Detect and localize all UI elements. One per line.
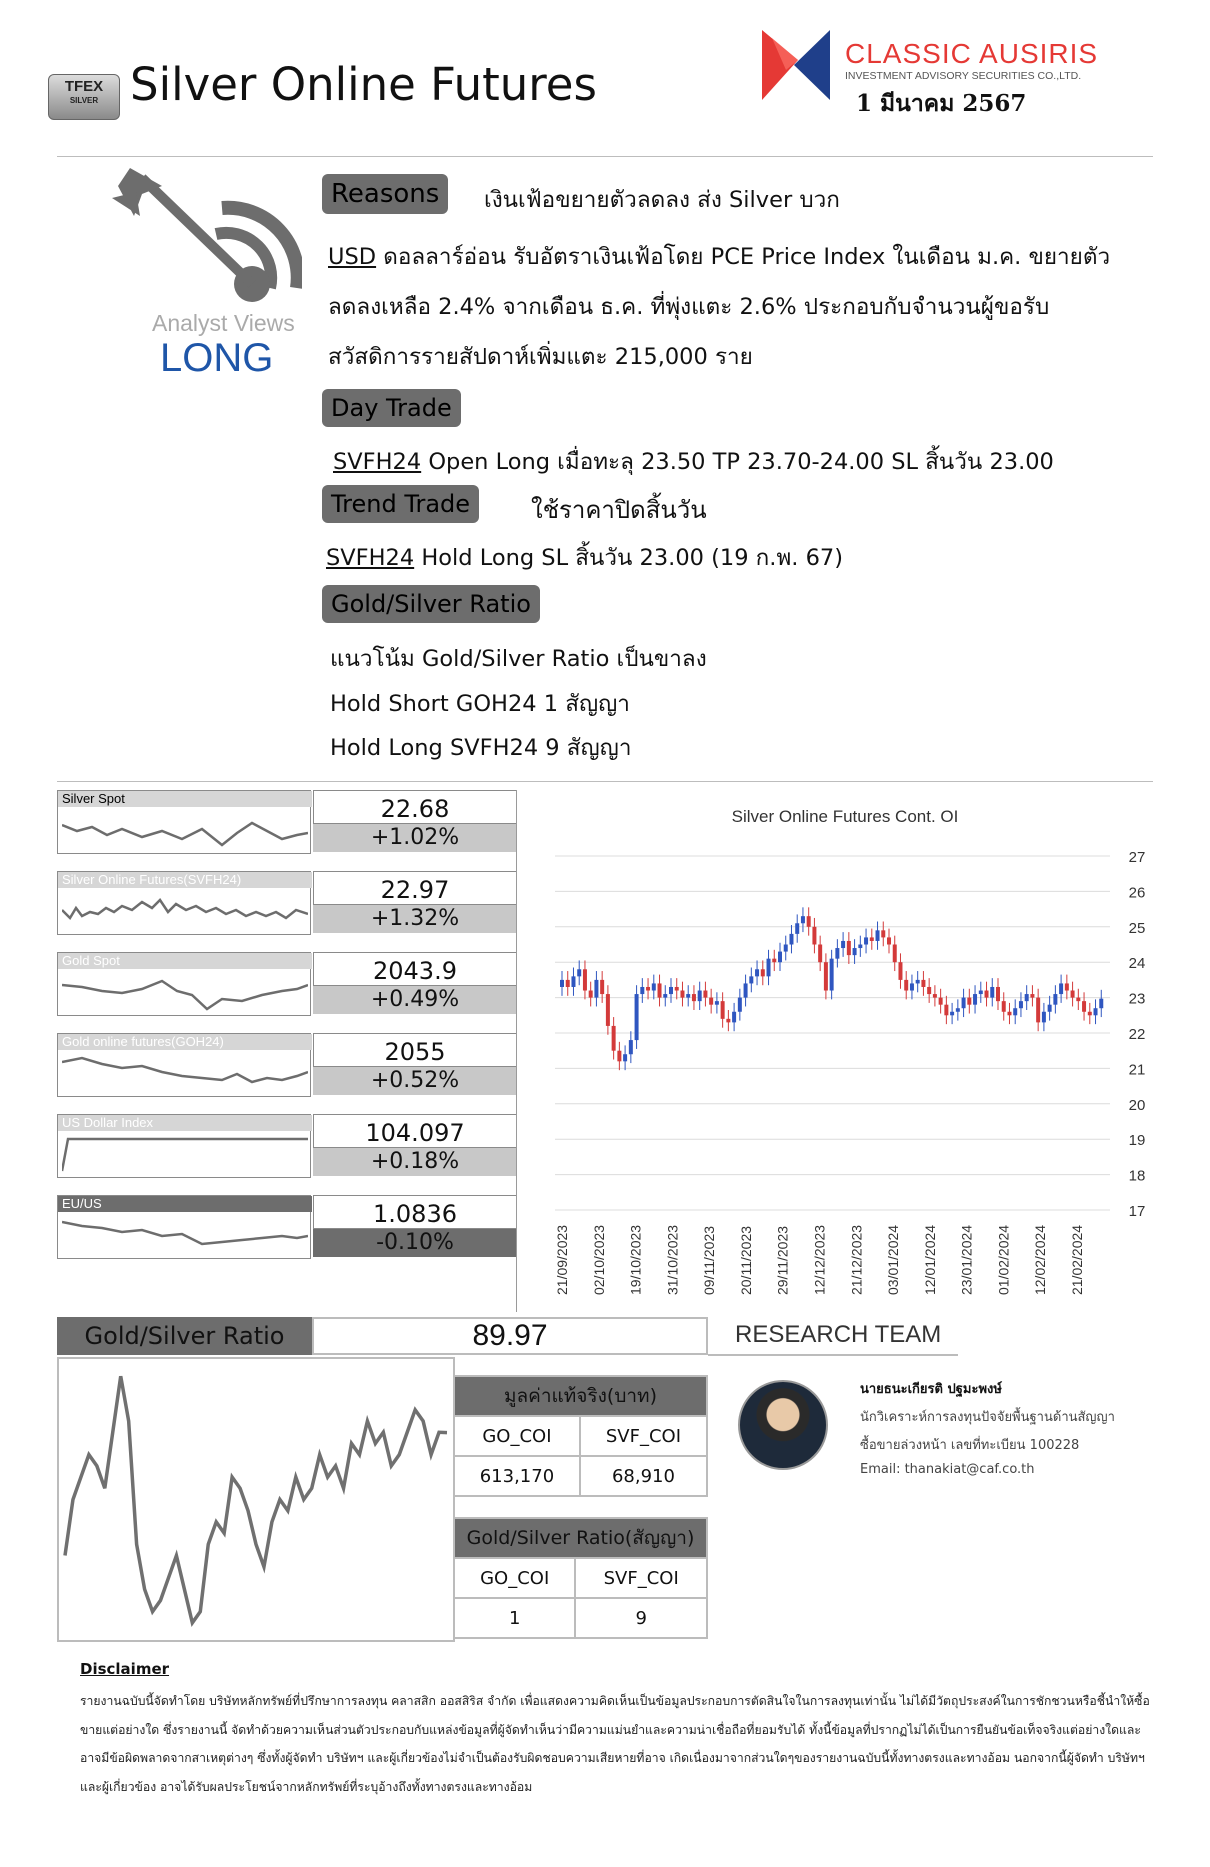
candle-body	[985, 991, 989, 998]
divider	[57, 781, 1153, 782]
candle-body	[577, 969, 581, 976]
gsr-sparkline	[57, 1357, 455, 1642]
candle-body	[749, 976, 753, 983]
value-svf: 68,910	[580, 1456, 707, 1496]
x-tick-label: 23/01/2024	[958, 1224, 975, 1295]
candle-body	[887, 937, 891, 944]
candle-body	[761, 969, 765, 976]
research-team-heading: RESEARCH TEAM	[735, 1321, 942, 1348]
y-tick-label: 18	[1128, 1167, 1146, 1185]
candle-body	[950, 1012, 954, 1016]
gsr-sparkline-chart	[59, 1359, 453, 1640]
candle-body	[1042, 1012, 1046, 1023]
analyst-name: นายธนะเกียรติ ปฐมะพงษ์	[860, 1382, 1002, 1397]
candle-body	[784, 945, 788, 952]
candle-body	[795, 923, 799, 934]
candle-body	[629, 1040, 633, 1054]
candle-body	[583, 969, 587, 990]
value-table-title: มูลค่าแท้จริง(บาท)	[454, 1376, 707, 1416]
candle-body	[1025, 994, 1029, 1001]
candle-body	[658, 983, 662, 997]
candle-body	[1036, 998, 1040, 1023]
x-tick-label: 02/10/2023	[590, 1224, 607, 1295]
candle-body	[600, 980, 604, 994]
candle-body	[990, 987, 994, 998]
candle-body	[881, 930, 885, 937]
gold-silver-ratio-tag: Gold/Silver Ratio	[322, 585, 540, 623]
reason-line-1	[328, 238, 1110, 274]
trend-trade-line	[326, 539, 843, 575]
quote-change: +1.02%	[313, 824, 517, 852]
quote-name: Silver Online Futures(SVFH24)	[58, 872, 312, 888]
analyst-view-value: LONG	[160, 336, 274, 380]
candle-body	[640, 987, 644, 994]
candle-body	[680, 991, 684, 998]
contract-col-go: GO_COI	[454, 1558, 575, 1598]
reason-line-3: สวัสดิการรายสัปดาห์เพิ่มแตะ 215,000 ราย	[328, 344, 753, 370]
candle-body	[967, 998, 971, 1005]
brand-subtitle: INVESTMENT ADVISORY SECURITIES CO.,LTD.	[845, 70, 1082, 82]
day-trade-symbol: SVFH24	[333, 449, 422, 475]
candle-body	[1048, 1005, 1052, 1012]
reasons-headline: เงินเฟ้อขยายตัวลดลง ส่ง Silver บวก	[484, 187, 840, 213]
candle-body	[973, 994, 977, 1005]
candle-body	[898, 962, 902, 980]
trend-trade-tag: Trend Trade	[322, 485, 479, 523]
x-tick-label: 03/01/2024	[885, 1224, 902, 1295]
quote-price: 104.097	[313, 1114, 517, 1148]
chart-title: Silver Online Futures Cont. OI	[731, 807, 959, 826]
classic-ausiris-logo-icon	[762, 30, 830, 100]
candle-body	[807, 916, 811, 927]
disclaimer-title: Disclaimer	[80, 1660, 170, 1678]
reasons-tag: Reasons	[322, 174, 448, 214]
x-tick-label: 29/11/2023	[774, 1225, 791, 1295]
candle-body	[864, 937, 868, 944]
quote-name: Silver Spot	[58, 791, 312, 807]
candle-body	[709, 998, 713, 1005]
gsr-value: 89.97	[312, 1317, 708, 1355]
candle-body	[612, 1026, 616, 1051]
y-tick-label: 17	[1128, 1203, 1146, 1220]
quote-change: +0.18%	[313, 1148, 517, 1176]
candle-body	[939, 998, 943, 1005]
target-arrow-icon	[112, 168, 302, 308]
y-tick-label: 24	[1128, 955, 1146, 973]
candle-body	[853, 948, 857, 955]
candle-body	[830, 959, 834, 991]
candle-body	[927, 987, 931, 994]
contract-go: 1	[454, 1598, 575, 1638]
y-tick-label: 21	[1128, 1061, 1146, 1079]
sparkline	[57, 1033, 311, 1097]
sparkline	[57, 1195, 311, 1259]
contract-table	[453, 1517, 708, 1639]
oi-chart	[545, 790, 1165, 1300]
quote-change: +1.32%	[313, 905, 517, 933]
divider	[57, 156, 1153, 157]
brand-name: CLASSIC AUSIRIS	[845, 38, 1099, 69]
sparkline-chart	[62, 1052, 308, 1094]
candle-body	[893, 945, 897, 963]
tfex-silver-logo	[48, 74, 120, 120]
candle-body	[1059, 983, 1063, 994]
quote-name: Gold online futures(GOH24)	[58, 1034, 312, 1050]
candle-body	[1030, 994, 1034, 998]
candle-body	[560, 980, 564, 987]
candle-body	[801, 916, 805, 923]
candle-body	[904, 980, 908, 991]
quote-gold-spot	[57, 952, 517, 1016]
reason-line-1-text: ดอลลาร์อ่อน รับอัตราเงินเฟ้อโดย PCE Price Index ในเดือน ม.ค. ขยายตัว	[376, 244, 1111, 270]
candle-body	[669, 987, 673, 994]
quote-silver-spot	[57, 790, 517, 854]
candle-body	[686, 994, 690, 998]
candle-body	[594, 980, 598, 998]
candle-body	[824, 962, 828, 990]
candle-body	[571, 976, 575, 987]
x-tick-label: 09/11/2023	[701, 1225, 718, 1295]
candle-body	[858, 945, 862, 949]
candle-body	[812, 927, 816, 945]
x-tick-label: 21/02/2024	[1069, 1224, 1085, 1295]
quote-svfh24	[57, 871, 517, 935]
y-tick-label: 20	[1128, 1096, 1146, 1114]
sparkline-chart	[62, 971, 308, 1013]
y-tick-label: 27	[1128, 849, 1146, 866]
x-tick-label: 20/11/2023	[737, 1225, 754, 1295]
candle-body	[589, 991, 593, 998]
candle-body	[726, 1019, 730, 1023]
x-tick-label: 12/01/2024	[921, 1224, 938, 1295]
candle-body	[703, 991, 707, 998]
candle-body	[635, 994, 639, 1040]
candle-body	[1076, 998, 1080, 1002]
trend-trade-note: ใช้ราคาปิดสิ้นวัน	[531, 496, 707, 524]
ratio-line-3: Hold Long SVFH24 9 สัญญา	[330, 735, 632, 761]
candle-body	[721, 1001, 725, 1019]
analyst-email[interactable]: Email: thanakiat@caf.co.th	[860, 1462, 1035, 1477]
sparkline	[57, 952, 311, 1016]
y-tick-label: 26	[1128, 884, 1146, 902]
quote-price: 2055	[313, 1033, 517, 1067]
candle-body	[767, 959, 771, 977]
candle-body	[996, 987, 1000, 1001]
logo-line2: SILVER	[69, 96, 99, 105]
day-trade-line	[333, 443, 1054, 479]
candle-body	[916, 980, 920, 984]
x-tick-label: 21/12/2023	[848, 1224, 865, 1295]
candle-body	[1094, 1008, 1098, 1015]
contract-table-title: Gold/Silver Ratio(สัญญา)	[454, 1518, 707, 1558]
quote-price: 22.68	[313, 790, 517, 824]
value-go: 613,170	[454, 1456, 580, 1496]
candle-body	[962, 998, 966, 1009]
sparkline	[57, 790, 311, 854]
logo-line1: TFEX	[64, 78, 104, 95]
x-tick-label: 21/09/2023	[554, 1224, 570, 1295]
sparkline	[57, 1114, 311, 1178]
candle-body	[755, 969, 759, 976]
candle-body	[744, 983, 748, 997]
candle-body	[956, 1008, 960, 1012]
candle-body	[847, 941, 851, 955]
x-tick-label: 19/10/2023	[627, 1224, 644, 1295]
candle-body	[732, 1012, 736, 1023]
quote-price: 2043.9	[313, 952, 517, 986]
candle-body	[692, 994, 696, 1001]
candle-body	[1065, 983, 1069, 990]
candle-body	[1007, 1012, 1011, 1016]
quote-name: EU/US	[58, 1196, 312, 1212]
candle-body	[1071, 991, 1075, 998]
candle-body	[979, 991, 983, 995]
day-trade-tag: Day Trade	[322, 389, 461, 427]
candle-body	[652, 983, 656, 990]
candle-body	[646, 987, 650, 991]
candle-body	[1088, 1012, 1092, 1016]
quote-name: US Dollar Index	[58, 1115, 312, 1131]
y-tick-label: 19	[1128, 1132, 1146, 1150]
quote-change: +0.49%	[313, 986, 517, 1014]
candle-body	[910, 983, 914, 990]
y-tick-label: 23	[1128, 990, 1146, 1008]
quote-price: 22.97	[313, 871, 517, 905]
y-tick-label: 22	[1128, 1026, 1146, 1043]
candle-body	[663, 994, 667, 998]
sparkline-chart	[62, 1133, 308, 1175]
candle-body	[1053, 994, 1057, 1005]
candle-body	[772, 959, 776, 963]
x-tick-label: 12/12/2023	[811, 1224, 828, 1295]
quote-price: 1.0836	[313, 1195, 517, 1229]
oi-chart-svg	[545, 790, 1165, 1300]
contract-svf: 9	[575, 1598, 707, 1638]
candle-body	[778, 952, 782, 963]
candle-body	[921, 980, 925, 987]
analyst-avatar	[738, 1380, 828, 1470]
quote-eu-us	[57, 1195, 517, 1259]
quote-name: Gold Spot	[58, 953, 312, 969]
candle-body	[876, 930, 880, 941]
candle-body	[1099, 999, 1103, 1009]
sparkline-chart	[62, 809, 308, 851]
candle-body	[698, 991, 702, 1002]
candle-body	[1082, 1001, 1086, 1012]
usd-link: USD	[328, 244, 377, 270]
candle-body	[715, 1001, 719, 1005]
candle-body	[818, 945, 822, 963]
divider	[708, 1354, 958, 1356]
x-tick-label: 12/02/2024	[1032, 1224, 1049, 1295]
sparkline-chart	[62, 1214, 308, 1256]
ratio-line-2: Hold Short GOH24 1 สัญญา	[330, 691, 630, 717]
quote-goh24	[57, 1033, 517, 1097]
page-title: Silver Online Futures	[130, 58, 597, 111]
trend-trade-text: Hold Long SL สิ้นวัน 23.00 (19 ก.พ. 67)	[414, 545, 843, 571]
candle-body	[789, 934, 793, 945]
candle-body	[606, 994, 610, 1026]
report-date: 1 มีนาคม 2567	[856, 90, 1027, 117]
candle-body	[841, 941, 845, 948]
sparkline-chart	[62, 890, 308, 932]
candle-body	[623, 1054, 627, 1061]
quote-change: +0.52%	[313, 1067, 517, 1095]
value-col-go: GO_COI	[454, 1416, 580, 1456]
candle-body	[933, 994, 937, 998]
candle-body	[738, 998, 742, 1012]
column-divider	[516, 790, 517, 1312]
quote-us-dollar-index	[57, 1114, 517, 1178]
analyst-role: นักวิเคราะห์การลงทุนปัจจัยพื้นฐานด้านสัญญา	[860, 1410, 1115, 1425]
analyst-views-label: Analyst Views	[152, 310, 295, 336]
value-col-svf: SVF_COI	[580, 1416, 707, 1456]
candle-body	[1019, 1001, 1023, 1008]
contract-col-svf: SVF_COI	[575, 1558, 707, 1598]
reason-line-2: ลดลงเหลือ 2.4% จากเดือน ธ.ค. ที่พุ่งแตะ 2.6% ประกอบกับจำนวนผู้ขอรับ	[328, 294, 1050, 320]
analyst-license: ซื้อขายล่วงหน้า เลขที่ทะเบียน 100228	[860, 1438, 1080, 1453]
trend-trade-symbol: SVFH24	[326, 545, 415, 571]
ratio-line-1: แนวโน้ม Gold/Silver Ratio เป็นขาลง	[330, 646, 707, 672]
day-trade-text: Open Long เมื่อทะลุ 23.50 TP 23.70-24.00 SL สิ้นวัน 23.00	[421, 449, 1054, 475]
candle-body	[835, 948, 839, 959]
candle-body	[870, 937, 874, 941]
candle-body	[675, 987, 679, 991]
candle-body	[1002, 1001, 1006, 1012]
value-table	[453, 1375, 708, 1497]
x-tick-label: 01/02/2024	[995, 1224, 1012, 1295]
candle-body	[1013, 1008, 1017, 1015]
x-tick-label: 31/10/2023	[664, 1224, 681, 1295]
disclaimer-text: รายงานฉบับนี้จัดทำโดย บริษัทหลักทรัพย์ที่ปรึกษาการลงทุน คลาสสิก ออสสิริส จำกัด เพื่อแสดงความคิดเห็นเป็นข้อมูลประกอบการตัดสินใจในการลงทุนเท่านั้น ไม่ได้มีวัตถุประสงค์ในการชักชวนหรือชี้นำให้ซื้อขายแต่อย่างใด ซึ่งรายงานนี้ จัดทำด้วยความเห็นส่วนตัวประกอบกับแหล่งข้อมูลที่ผู้จัดทำเห็นว่ามีความแม่นยำและความน่าเชื่อถือที่ยอมรับได้ ทั้งนี้ข้อมูลที่ปรากฏไม่ได้เป็นการยืนยันข้อเท็จจริงแต่อย่างใดและอาจมีข้อผิดพลาดจากสาเหตุต่างๆ ซึ่งทั้งผู้จัดทำ บริษัทฯ และผู้เกี่ยวข้องไม่จำเป็นต้องรับผิดชอบความเสียหายที่อาจ เกิดเนื่องมาจากส่วนใดๆของรายงานฉบับนี้ทั้งทางตรงและทางอ้อม นอกจากนี้ผู้จัดทำ บริษัทฯ และผู้เกี่ยวข้อง อาจได้รับผลประโยชน์จากหลักทรัพย์ที่ระบุอ้างถึงทั้งทางตรงและทางอ้อม	[80, 1694, 1150, 1794]
y-tick-label: 25	[1128, 919, 1146, 937]
gsr-label: Gold/Silver Ratio	[57, 1317, 312, 1355]
candle-body	[617, 1051, 621, 1062]
quote-change: -0.10%	[313, 1229, 517, 1257]
sparkline	[57, 871, 311, 935]
gsr-line	[65, 1376, 447, 1623]
candle-body	[566, 980, 570, 987]
candle-body	[944, 1005, 948, 1016]
